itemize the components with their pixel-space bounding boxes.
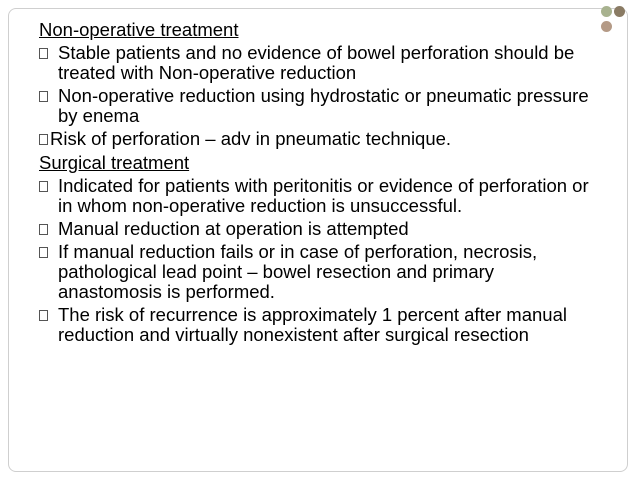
list-item-text: The risk of recurrence is approximately 1 percent after manual reduction and virtually nonexistent after surgical resection [58, 304, 567, 345]
bullet-box-icon [39, 181, 48, 192]
list-item [39, 86, 599, 126]
bullet-box-icon [39, 134, 48, 145]
list-item [39, 43, 599, 83]
bullet-box-icon [39, 91, 48, 102]
list-item-text: Non-operative reduction using hydrostatic or pneumatic pressure by enema [58, 85, 589, 126]
bullet-box-icon [39, 310, 48, 321]
surgical-heading: Surgical treatment [39, 152, 190, 173]
list-item-text: Stable patients and no evidence of bowel perforation should be treated with Non-operative reduction [58, 42, 575, 83]
list-item-text: Risk of perforation – adv in pneumatic technique. [50, 128, 452, 149]
list-item-text: If manual reduction fails or in case of perforation, necrosis, pathological lead point – bowel resection and primary anastomosis is performed. [58, 241, 538, 302]
decorative-dot [601, 21, 612, 32]
list-item-text: Indicated for patients with peritonitis or evidence of perforation or in whom non-operative reduction is unsuccessful. [58, 175, 589, 216]
list-item [39, 129, 599, 149]
list-item [39, 176, 599, 216]
bullet-box-icon [39, 247, 48, 258]
list-item [39, 242, 599, 302]
slide-content [39, 20, 599, 348]
list-item-text: Manual reduction at operation is attempted [58, 218, 409, 239]
nonoperative-heading: Non-operative treatment [39, 19, 239, 40]
decorative-dot [614, 6, 625, 17]
bullet-box-icon [39, 224, 48, 235]
decorative-dot [601, 6, 612, 17]
list-item [39, 219, 599, 239]
bullet-box-icon [39, 48, 48, 59]
list-item [39, 305, 599, 345]
